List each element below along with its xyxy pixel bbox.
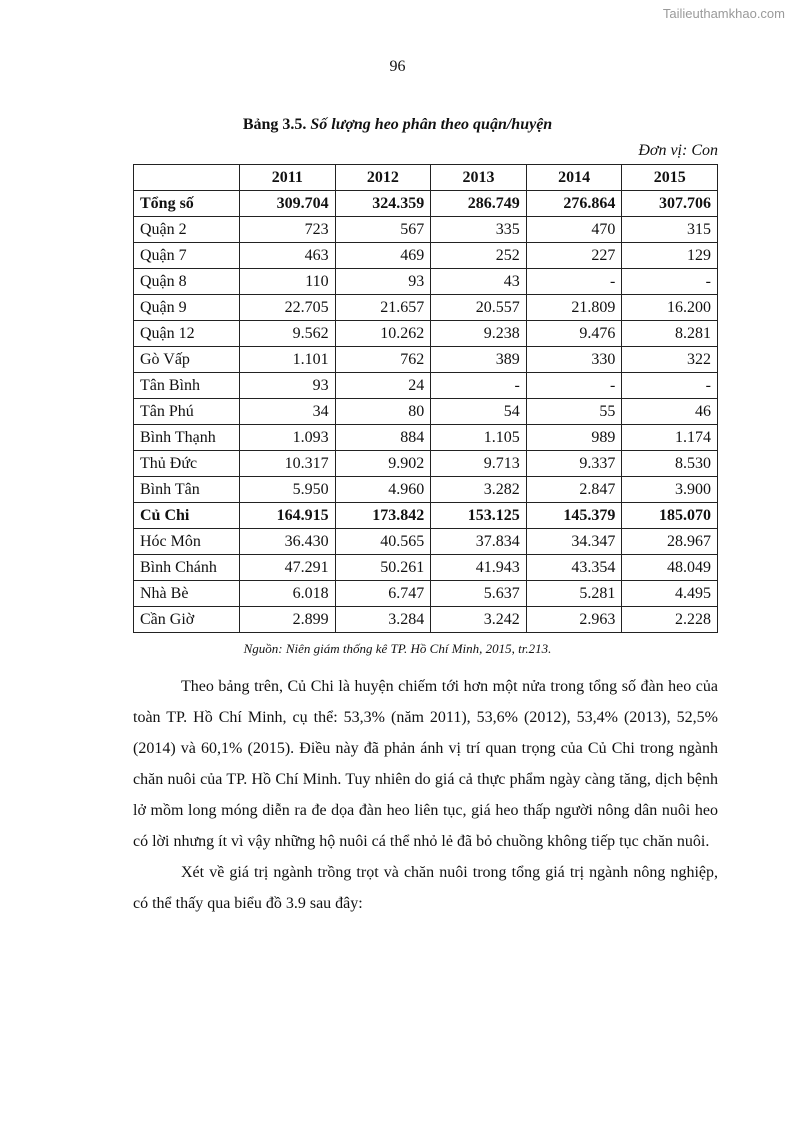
table-row: [134, 399, 718, 425]
district-name-cell: Hóc Môn: [134, 529, 240, 555]
value-cell: 3.282: [431, 477, 527, 503]
value-cell: -: [526, 269, 622, 295]
table-row: [134, 451, 718, 477]
value-cell: 3.242: [431, 607, 527, 633]
value-cell: 315: [622, 217, 718, 243]
value-cell: 762: [335, 347, 431, 373]
value-cell: 93: [240, 373, 336, 399]
value-cell: 9.238: [431, 321, 527, 347]
value-cell: 80: [335, 399, 431, 425]
value-cell: 8.530: [622, 451, 718, 477]
value-cell: 55: [526, 399, 622, 425]
value-cell: 173.842: [335, 503, 431, 529]
value-cell: 93: [335, 269, 431, 295]
value-cell: 6.747: [335, 581, 431, 607]
value-cell: 4.495: [622, 581, 718, 607]
value-cell: 9.476: [526, 321, 622, 347]
header-cell-2011: 2011: [240, 165, 336, 191]
district-name-cell: Tân Phú: [134, 399, 240, 425]
value-cell: 884: [335, 425, 431, 451]
table-row: [134, 243, 718, 269]
value-cell: 40.565: [335, 529, 431, 555]
table-row: [134, 347, 718, 373]
value-cell: 324.359: [335, 191, 431, 217]
value-cell: 21.809: [526, 295, 622, 321]
value-cell: 989: [526, 425, 622, 451]
value-cell: 2.899: [240, 607, 336, 633]
value-cell: 252: [431, 243, 527, 269]
district-name-cell: Quận 2: [134, 217, 240, 243]
header-cell-2013: 2013: [431, 165, 527, 191]
table-row: [134, 529, 718, 555]
header-cell-empty: [134, 165, 240, 191]
value-cell: 2.228: [622, 607, 718, 633]
watermark: Tailieuthamkhao.com: [662, 6, 785, 21]
table-row: [134, 217, 718, 243]
value-cell: 47.291: [240, 555, 336, 581]
table-body: [134, 191, 718, 633]
value-cell: 276.864: [526, 191, 622, 217]
value-cell: 2.847: [526, 477, 622, 503]
table-row: [134, 607, 718, 633]
value-cell: 9.337: [526, 451, 622, 477]
value-cell: 389: [431, 347, 527, 373]
value-cell: 48.049: [622, 555, 718, 581]
value-cell: 5.950: [240, 477, 336, 503]
table-row: [134, 503, 718, 529]
district-name-cell: Quận 12: [134, 321, 240, 347]
district-name-cell: Quận 8: [134, 269, 240, 295]
value-cell: 1.093: [240, 425, 336, 451]
value-cell: 9.562: [240, 321, 336, 347]
district-name-cell: Bình Tân: [134, 477, 240, 503]
value-cell: 2.963: [526, 607, 622, 633]
value-cell: -: [431, 373, 527, 399]
table-row: [134, 477, 718, 503]
value-cell: 36.430: [240, 529, 336, 555]
value-cell: -: [526, 373, 622, 399]
value-cell: 129: [622, 243, 718, 269]
value-cell: 10.262: [335, 321, 431, 347]
header-cell-2012: 2012: [335, 165, 431, 191]
value-cell: 4.960: [335, 477, 431, 503]
value-cell: 1.101: [240, 347, 336, 373]
page-number: 96: [389, 58, 406, 75]
header-cell-2015: 2015: [622, 165, 718, 191]
value-cell: 41.943: [431, 555, 527, 581]
value-cell: 309.704: [240, 191, 336, 217]
table-source: Nguồn: Niên giám thống kê TP. Hồ Chí Minh, 2015, tr.213.: [243, 641, 552, 656]
value-cell: 567: [335, 217, 431, 243]
table-row: [134, 295, 718, 321]
district-name-cell: Quận 9: [134, 295, 240, 321]
value-cell: 3.900: [622, 477, 718, 503]
value-cell: 286.749: [431, 191, 527, 217]
value-cell: -: [622, 269, 718, 295]
value-cell: 330: [526, 347, 622, 373]
value-cell: 164.915: [240, 503, 336, 529]
value-cell: 8.281: [622, 321, 718, 347]
value-cell: 50.261: [335, 555, 431, 581]
value-cell: 24: [335, 373, 431, 399]
value-cell: 1.105: [431, 425, 527, 451]
value-cell: 1.174: [622, 425, 718, 451]
value-cell: 34.347: [526, 529, 622, 555]
value-cell: 463: [240, 243, 336, 269]
value-cell: 470: [526, 217, 622, 243]
district-name-cell: Quận 7: [134, 243, 240, 269]
value-cell: 153.125: [431, 503, 527, 529]
table-title-prefix: Bảng 3.5.: [242, 116, 307, 133]
value-cell: 110: [240, 269, 336, 295]
value-cell: 723: [240, 217, 336, 243]
table-row: [134, 555, 718, 581]
district-name-cell: Củ Chi: [134, 503, 240, 529]
body-text: [133, 671, 718, 919]
value-cell: 5.637: [431, 581, 527, 607]
value-cell: 9.902: [335, 451, 431, 477]
table-title: [0, 116, 795, 134]
value-cell: 5.281: [526, 581, 622, 607]
district-name-cell: Bình Chánh: [134, 555, 240, 581]
district-name-cell: Tân Bình: [134, 373, 240, 399]
value-cell: 43.354: [526, 555, 622, 581]
pig-count-table: [133, 164, 718, 633]
table-row: [134, 581, 718, 607]
value-cell: 54: [431, 399, 527, 425]
value-cell: 22.705: [240, 295, 336, 321]
paragraph: Theo bảng trên, Củ Chi là huyện chiếm tới hơn một nửa trong tổng số đàn heo của toàn TP. Hồ Chí Minh, cụ thể: 53,3% (năm 2011), 53,6% (2012), 53,4% (2013), 52,5% (2014) và 60,1% (2015). Điều này đã phản ánh vị trí quan trọng của Củ Chi trong ngành chăn nuôi của TP. Hồ Chí Minh. Tuy nhiên do giá cả thực phẩm ngày càng tăng, dịch bệnh lở mồm long móng diễn ra đe dọa đàn heo liên tục, giá heo thấp người nông dân nuôi heo có lời nhưng ít vì vậy những hộ nuôi cá thể nhỏ lẻ đã bỏ chuồng không tiếp tục chăn nuôi.: [133, 678, 718, 850]
value-cell: 20.557: [431, 295, 527, 321]
value-cell: 335: [431, 217, 527, 243]
table-unit: Đơn vị: Con: [638, 142, 718, 159]
district-name-cell: Nhà Bè: [134, 581, 240, 607]
value-cell: 145.379: [526, 503, 622, 529]
value-cell: 16.200: [622, 295, 718, 321]
value-cell: 46: [622, 399, 718, 425]
district-name-cell: Thủ Đức: [134, 451, 240, 477]
district-name-cell: Cần Giờ: [134, 607, 240, 633]
table-row: [134, 425, 718, 451]
table-row: [134, 191, 718, 217]
value-cell: 37.834: [431, 529, 527, 555]
header-cell-2014: 2014: [526, 165, 622, 191]
value-cell: 185.070: [622, 503, 718, 529]
value-cell: 21.657: [335, 295, 431, 321]
district-name-cell: Gò Vấp: [134, 347, 240, 373]
value-cell: 322: [622, 347, 718, 373]
table-title-main: Số lượng heo phân theo quận/huyện: [310, 116, 553, 133]
value-cell: 307.706: [622, 191, 718, 217]
table-header-row: [134, 165, 718, 191]
value-cell: 34: [240, 399, 336, 425]
value-cell: 3.284: [335, 607, 431, 633]
value-cell: 43: [431, 269, 527, 295]
district-name-cell: Bình Thạnh: [134, 425, 240, 451]
table-row: [134, 269, 718, 295]
value-cell: 227: [526, 243, 622, 269]
value-cell: 9.713: [431, 451, 527, 477]
value-cell: 6.018: [240, 581, 336, 607]
value-cell: 469: [335, 243, 431, 269]
table-row: [134, 321, 718, 347]
district-name-cell: Tổng số: [134, 191, 240, 217]
table-row: [134, 373, 718, 399]
value-cell: -: [622, 373, 718, 399]
value-cell: 10.317: [240, 451, 336, 477]
paragraph: Xét về giá trị ngành trồng trọt và chăn nuôi trong tổng giá trị ngành nông nghiệp, có thể thấy qua biểu đồ 3.9 sau đây:: [133, 864, 718, 912]
value-cell: 28.967: [622, 529, 718, 555]
